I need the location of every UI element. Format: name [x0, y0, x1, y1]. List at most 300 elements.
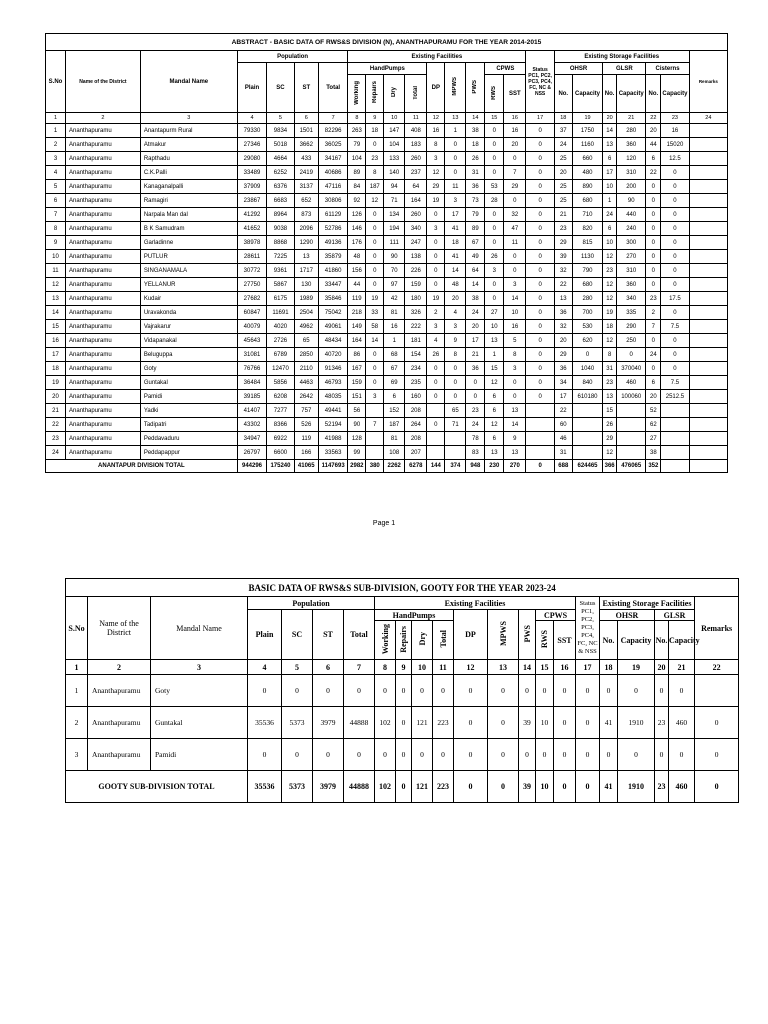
table-cell: 23	[466, 404, 485, 418]
table-cell: 0	[646, 264, 661, 278]
table-cell: 0	[454, 707, 488, 739]
total-cell: 5373	[282, 771, 313, 803]
table-cell: 79	[348, 138, 366, 152]
table1-header-st: ST	[294, 63, 318, 113]
table-cell: 0	[661, 250, 689, 264]
table-cell: 0	[646, 250, 661, 264]
district-cell: Ananthapuramu	[66, 390, 141, 404]
table-cell: 14	[504, 292, 526, 306]
column-number: 4	[248, 660, 282, 675]
table1-header-cisterns-no: No.	[646, 75, 661, 113]
table-cell: 14	[466, 278, 485, 292]
table-cell: 1	[445, 124, 466, 138]
table-row	[66, 707, 739, 739]
total-cell: 3979	[313, 771, 344, 803]
table-cell: 99	[348, 446, 366, 460]
table-cell: 7	[46, 208, 66, 222]
table-cell: 23	[646, 292, 661, 306]
table-cell: 160	[405, 390, 427, 404]
table-cell: 19	[427, 292, 445, 306]
table-cell: 6208	[267, 390, 294, 404]
table-cell: 41	[445, 222, 466, 236]
table-row	[46, 208, 728, 222]
total-row	[66, 771, 739, 803]
table-cell: 7277	[267, 404, 294, 418]
table-cell: 26797	[237, 446, 267, 460]
table-cell: 35879	[318, 250, 348, 264]
table-cell: 156	[348, 264, 366, 278]
table-cell: 12	[485, 376, 504, 390]
table-cell: 1160	[572, 138, 603, 152]
table-cell: 3137	[294, 180, 318, 194]
table-cell: 94	[384, 180, 405, 194]
table-cell: 0	[504, 390, 526, 404]
table-cell: 0	[433, 675, 454, 707]
table-row	[46, 348, 728, 362]
table-cell: 0	[536, 739, 554, 771]
table2-header-district: Name of the District	[88, 597, 151, 660]
table-cell: 41407	[237, 404, 267, 418]
table-cell: 0	[366, 208, 384, 222]
table-cell: 0	[526, 376, 554, 390]
table-cell	[661, 446, 689, 460]
table-cell: 24	[603, 208, 617, 222]
district-cell: Ananthapuramu	[66, 222, 141, 236]
table-cell: 24	[466, 306, 485, 320]
mandal-cell: Vajrakarur	[140, 320, 237, 334]
table-cell: 2	[427, 306, 445, 320]
table-cell: 7	[366, 418, 384, 432]
table-cell: 31	[466, 166, 485, 180]
subdivision-data-table	[65, 578, 739, 803]
table-cell: 8	[366, 166, 384, 180]
table-cell	[366, 432, 384, 446]
table-cell: 0	[366, 376, 384, 390]
table-cell: 433	[294, 152, 318, 166]
table-row	[46, 264, 728, 278]
district-cell: Ananthapuramu	[66, 250, 141, 264]
column-number: 8	[348, 113, 366, 124]
table-cell: 39185	[237, 390, 267, 404]
table-cell: 130	[294, 278, 318, 292]
district-cell: Ananthapuramu	[66, 320, 141, 334]
column-number: 18	[600, 660, 618, 675]
table-cell: 218	[348, 306, 366, 320]
table2-title: BASIC DATA OF RWS&S SUB-DIVISION, GOOTY FOR THE YEAR 2023-24	[66, 579, 739, 597]
table1-header-plain: Plain	[237, 63, 267, 113]
table-cell: 0	[504, 194, 526, 208]
total-cell: 366	[603, 460, 617, 473]
table-cell: 92	[348, 194, 366, 208]
table2-header-sst: SST	[554, 621, 576, 660]
mandal-cell: Narpala Man dal	[140, 208, 237, 222]
table2-header-plain: Plain	[248, 610, 282, 660]
table-cell: 20	[646, 124, 661, 138]
table-cell: 0	[646, 194, 661, 208]
table-cell: 326	[405, 306, 427, 320]
table-cell: 27750	[237, 278, 267, 292]
table-cell: 8868	[267, 236, 294, 250]
table-cell: 13	[504, 446, 526, 460]
table-cell: 13	[504, 404, 526, 418]
table1-header-population: Population	[237, 51, 348, 63]
table-cell: 460	[669, 707, 695, 739]
table-cell: 0	[661, 306, 689, 320]
total-cell: 23	[655, 771, 669, 803]
table2-header-working: Working	[375, 621, 396, 660]
table-cell: 207	[405, 446, 427, 460]
total-cell: 460	[669, 771, 695, 803]
table-cell: 3662	[294, 138, 318, 152]
table-cell: 0	[669, 675, 695, 707]
table-cell	[661, 432, 689, 446]
table-cell: 8964	[267, 208, 294, 222]
table-cell: 8	[504, 348, 526, 362]
table-cell: 17	[46, 348, 66, 362]
table-cell: 49136	[318, 236, 348, 250]
table-cell: 6	[646, 152, 661, 166]
table-cell: 0	[427, 376, 445, 390]
table-cell: 71	[384, 194, 405, 208]
table-cell	[689, 432, 727, 446]
table-cell	[661, 404, 689, 418]
mandal-cell: B K Samudram	[140, 222, 237, 236]
table-cell: 15020	[661, 138, 689, 152]
table-cell: 121	[412, 707, 433, 739]
table-cell: 1750	[572, 124, 603, 138]
table-cell: 17	[603, 166, 617, 180]
table-cell: 75042	[318, 306, 348, 320]
table-cell: 9	[504, 432, 526, 446]
table-cell: 78	[466, 432, 485, 446]
table-cell: 40079	[237, 320, 267, 334]
table-cell: 21	[554, 208, 572, 222]
table-cell: 24	[646, 348, 661, 362]
column-number: 3	[151, 660, 248, 675]
table-cell	[689, 236, 727, 250]
mandal-cell: Atmakur	[140, 138, 237, 152]
table-cell: 65	[294, 334, 318, 348]
table1-header-status: Status PC1, PC2, PC3, PC4, FC, NC & NSS	[526, 51, 554, 113]
table-cell: 0	[485, 124, 504, 138]
table-cell: 620	[572, 334, 603, 348]
table-cell: 29	[504, 180, 526, 194]
table-cell: 0	[248, 739, 282, 771]
table-cell: 263	[348, 124, 366, 138]
table-row	[46, 404, 728, 418]
total-cell: 688	[554, 460, 572, 473]
table-cell: 12	[485, 418, 504, 432]
table-cell: 37	[554, 124, 572, 138]
total-cell: 102	[375, 771, 396, 803]
table-cell: 0	[488, 675, 519, 707]
table-cell: 408	[405, 124, 427, 138]
table-cell: 2512.5	[661, 390, 689, 404]
column-number: 16	[504, 113, 526, 124]
table-row	[46, 152, 728, 166]
table-cell: 12	[427, 166, 445, 180]
table-cell: 13	[603, 138, 617, 152]
table-cell: 6	[485, 432, 504, 446]
table-cell: 6789	[267, 348, 294, 362]
table1-header-district: Name of the District	[66, 51, 141, 113]
table-cell: 2642	[294, 390, 318, 404]
total-cell: 223	[433, 771, 454, 803]
table-cell: 790	[572, 264, 603, 278]
table-cell: 3	[66, 739, 88, 771]
table-row	[46, 250, 728, 264]
table-cell: 1290	[294, 236, 318, 250]
table-cell: 29	[603, 432, 617, 446]
table-cell	[689, 180, 727, 194]
column-number: 23	[661, 113, 689, 124]
table-cell: 0	[661, 180, 689, 194]
table-cell	[689, 250, 727, 264]
table-cell: 335	[616, 306, 646, 320]
mandal-cell: SINGANAMALA	[140, 264, 237, 278]
table-cell: 86	[348, 348, 366, 362]
column-number: 2	[88, 660, 151, 675]
table-cell: 18	[46, 362, 66, 376]
table1-header-sc: SC	[267, 63, 294, 113]
column-number: 20	[655, 660, 669, 675]
table-cell: 39	[554, 250, 572, 264]
table-cell	[366, 404, 384, 418]
table-cell: 8	[427, 138, 445, 152]
table-cell: 16	[427, 124, 445, 138]
table-row	[46, 390, 728, 404]
abstract-data-table	[45, 33, 728, 473]
table-cell: 6	[603, 152, 617, 166]
table-cell: 6683	[267, 194, 294, 208]
table-cell: 1	[46, 124, 66, 138]
table-cell	[689, 194, 727, 208]
table-cell: 56	[348, 404, 366, 418]
table-cell: 6	[646, 376, 661, 390]
table-cell: 820	[572, 222, 603, 236]
table-cell: 16	[46, 334, 66, 348]
table-cell: 0	[661, 348, 689, 362]
district-cell: Ananthapuramu	[66, 376, 141, 390]
page-number: Page 1	[372, 520, 396, 527]
table-cell	[695, 675, 739, 707]
total-cell: 1910	[618, 771, 655, 803]
table-cell: 0	[504, 264, 526, 278]
district-cell: Ananthapuramu	[66, 264, 141, 278]
table-cell: 840	[572, 376, 603, 390]
table-cell: 9834	[267, 124, 294, 138]
column-number: 3	[140, 113, 237, 124]
table-cell: 20	[554, 166, 572, 180]
table-cell: 89	[466, 222, 485, 236]
table-cell: 6922	[267, 432, 294, 446]
table-cell: 180	[405, 292, 427, 306]
table-cell: 2504	[294, 306, 318, 320]
column-number: 11	[433, 660, 454, 675]
table-cell: 181	[405, 334, 427, 348]
table-cell	[572, 418, 603, 432]
table-cell	[689, 222, 727, 236]
table-cell: 119	[348, 292, 366, 306]
total-cell: 2982	[348, 460, 366, 473]
table-cell: 0	[554, 707, 576, 739]
total-cell: 41	[600, 771, 618, 803]
table-cell: 12	[603, 292, 617, 306]
table-cell: 2	[646, 306, 661, 320]
table-cell: 27346	[237, 138, 267, 152]
table-cell: 440	[616, 208, 646, 222]
table-cell: 0	[427, 362, 445, 376]
total-cell: 2262	[384, 460, 405, 473]
table-cell: 17	[445, 208, 466, 222]
table-cell: 9	[46, 236, 66, 250]
table-cell	[689, 278, 727, 292]
district-cell: Ananthapuramu	[66, 194, 141, 208]
table-cell: 310	[616, 166, 646, 180]
table-cell: 62	[646, 418, 661, 432]
table-cell	[689, 138, 727, 152]
table-cell: 0	[396, 739, 412, 771]
table2-header-mandal: Mandal Name	[151, 597, 248, 660]
table-cell	[689, 362, 727, 376]
table-cell: 36025	[318, 138, 348, 152]
table1-body	[46, 113, 728, 473]
district-cell: Ananthapuramu	[66, 236, 141, 250]
table-cell: 0	[526, 320, 554, 334]
total-cell: 948	[466, 460, 485, 473]
table-cell: 0	[454, 739, 488, 771]
table-cell	[616, 432, 646, 446]
table-cell: 69	[384, 376, 405, 390]
table-cell: 6	[384, 390, 405, 404]
table-cell: 16	[504, 124, 526, 138]
mandal-cell: Beluguppa	[140, 348, 237, 362]
table-cell: 7.5	[661, 376, 689, 390]
table-cell: 1	[66, 675, 88, 707]
table-row	[46, 292, 728, 306]
table1-header-cisterns-capacity: Capacity	[661, 75, 689, 113]
table-cell: 20	[504, 138, 526, 152]
table-row	[46, 222, 728, 236]
table-cell: 0	[412, 675, 433, 707]
table-cell	[526, 432, 554, 446]
table-cell: 0	[282, 739, 313, 771]
table-cell	[689, 166, 727, 180]
table-cell: 33	[366, 306, 384, 320]
table-cell: 4	[445, 306, 466, 320]
table-cell: 20	[466, 320, 485, 334]
table-cell: 29	[427, 180, 445, 194]
table-cell: 1	[485, 348, 504, 362]
table-cell: 1989	[294, 292, 318, 306]
table-cell: 526	[294, 418, 318, 432]
table-cell: 40720	[318, 348, 348, 362]
table-cell: 260	[405, 152, 427, 166]
table1-header-glsr-capacity: Capacity	[616, 75, 646, 113]
table-cell: 3	[427, 222, 445, 236]
table-cell: 18	[603, 320, 617, 334]
district-cell: Ananthapuramu	[66, 180, 141, 194]
total-cell: 1147693	[318, 460, 348, 473]
table-cell: 0	[366, 278, 384, 292]
table-cell: 187	[384, 418, 405, 432]
table-cell: 149	[348, 320, 366, 334]
table-cell: 22	[554, 278, 572, 292]
table-cell: 0	[618, 739, 655, 771]
table-cell: 0	[485, 292, 504, 306]
table-cell: 34167	[318, 152, 348, 166]
total-cell	[689, 460, 727, 473]
table2-header-existing-facilities: Existing Facilities	[375, 597, 576, 610]
table-cell: 247	[405, 236, 427, 250]
table-cell: 89	[348, 166, 366, 180]
mandal-cell: PUTLUR	[140, 250, 237, 264]
table-cell: 24	[466, 418, 485, 432]
table-cell: 260	[405, 208, 427, 222]
table-cell: 1910	[618, 707, 655, 739]
table-cell: 167	[348, 362, 366, 376]
table-cell: 11	[504, 236, 526, 250]
table-cell: 2096	[294, 222, 318, 236]
table-cell: 0	[576, 739, 600, 771]
table-cell: 0	[313, 739, 344, 771]
table-cell: 0	[433, 739, 454, 771]
total-label: ANANTAPUR DIVISION TOTAL	[46, 460, 238, 473]
column-number: 5	[267, 113, 294, 124]
table-cell: 6252	[267, 166, 294, 180]
table2-header-status: Status PC1, PC2, PC3, PC4, FC, NC & NSS	[576, 597, 600, 660]
column-number: 12	[427, 113, 445, 124]
table-cell: 19	[603, 306, 617, 320]
table-cell: 0	[646, 278, 661, 292]
table-cell: 340	[405, 222, 427, 236]
table-cell: 3	[366, 390, 384, 404]
table-cell: 290	[616, 320, 646, 334]
table-cell	[689, 446, 727, 460]
table-cell: 20	[646, 390, 661, 404]
table-cell: 0	[248, 675, 282, 707]
table-cell: 0	[526, 348, 554, 362]
table-cell: 159	[405, 278, 427, 292]
table-cell: 36	[554, 362, 572, 376]
column-number: 22	[646, 113, 661, 124]
table-cell: 12	[366, 194, 384, 208]
table-cell: 10	[536, 707, 554, 739]
table-cell: 29	[554, 236, 572, 250]
table-cell: 0	[445, 362, 466, 376]
table-cell: 4664	[267, 152, 294, 166]
table-cell: 1	[384, 334, 405, 348]
table-cell: 41	[600, 707, 618, 739]
table-cell: 3	[504, 362, 526, 376]
table-cell: 19	[427, 194, 445, 208]
table-cell: 3	[445, 320, 466, 334]
table-cell: 26	[485, 250, 504, 264]
table-cell: 0	[412, 739, 433, 771]
table1-header-sno: S.No	[46, 51, 66, 113]
table-cell: 29080	[237, 152, 267, 166]
table-cell: 0	[445, 152, 466, 166]
table-cell: 310	[616, 264, 646, 278]
table-cell: 82296	[318, 124, 348, 138]
total-cell: 44888	[344, 771, 375, 803]
table1-header-ohsr-capacity: Capacity	[572, 75, 603, 113]
table-cell: 226	[405, 264, 427, 278]
table2-header-total: Total	[344, 610, 375, 660]
table-cell: 146	[348, 222, 366, 236]
table-cell	[689, 334, 727, 348]
table1-header-storage: Existing Storage Facilities	[554, 51, 689, 63]
